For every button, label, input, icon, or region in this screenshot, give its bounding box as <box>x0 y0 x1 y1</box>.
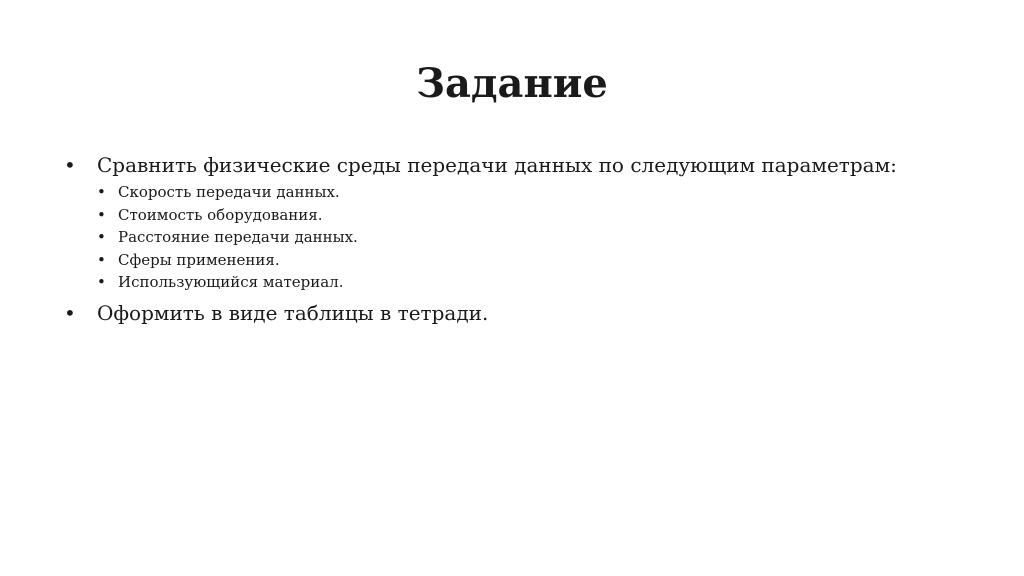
parameter-text: Сферы применения. <box>118 250 280 269</box>
bullet-icon: • <box>97 228 106 246</box>
parameter-text: Расстояние передачи данных. <box>118 228 358 246</box>
task-item-text: Оформить в виде таблицы в тетради. <box>97 300 489 325</box>
bullet-icon: • <box>64 153 76 177</box>
task-list <box>64 150 964 328</box>
parameter-item <box>97 204 964 227</box>
parameter-item <box>97 271 964 294</box>
task-item-format <box>64 298 964 328</box>
parameter-item <box>97 249 964 272</box>
parameter-text: Стоимость оборудования. <box>118 205 323 224</box>
bullet-icon: • <box>97 183 106 201</box>
parameter-list <box>97 181 964 294</box>
bullet-icon: • <box>97 205 106 224</box>
task-item-text: Сравнить физические среды передачи данных по следующим параметрам: <box>97 153 897 177</box>
parameter-text: Использующийся материал. <box>118 273 344 291</box>
slide-title: Задание <box>416 60 608 107</box>
parameter-text: Скорость передачи данных. <box>118 183 340 201</box>
bullet-icon: • <box>64 300 76 325</box>
task-item-compare <box>64 150 964 294</box>
parameter-item <box>97 226 964 249</box>
bullet-icon: • <box>97 250 106 269</box>
bullet-icon: • <box>97 273 106 291</box>
parameter-item <box>97 181 964 204</box>
